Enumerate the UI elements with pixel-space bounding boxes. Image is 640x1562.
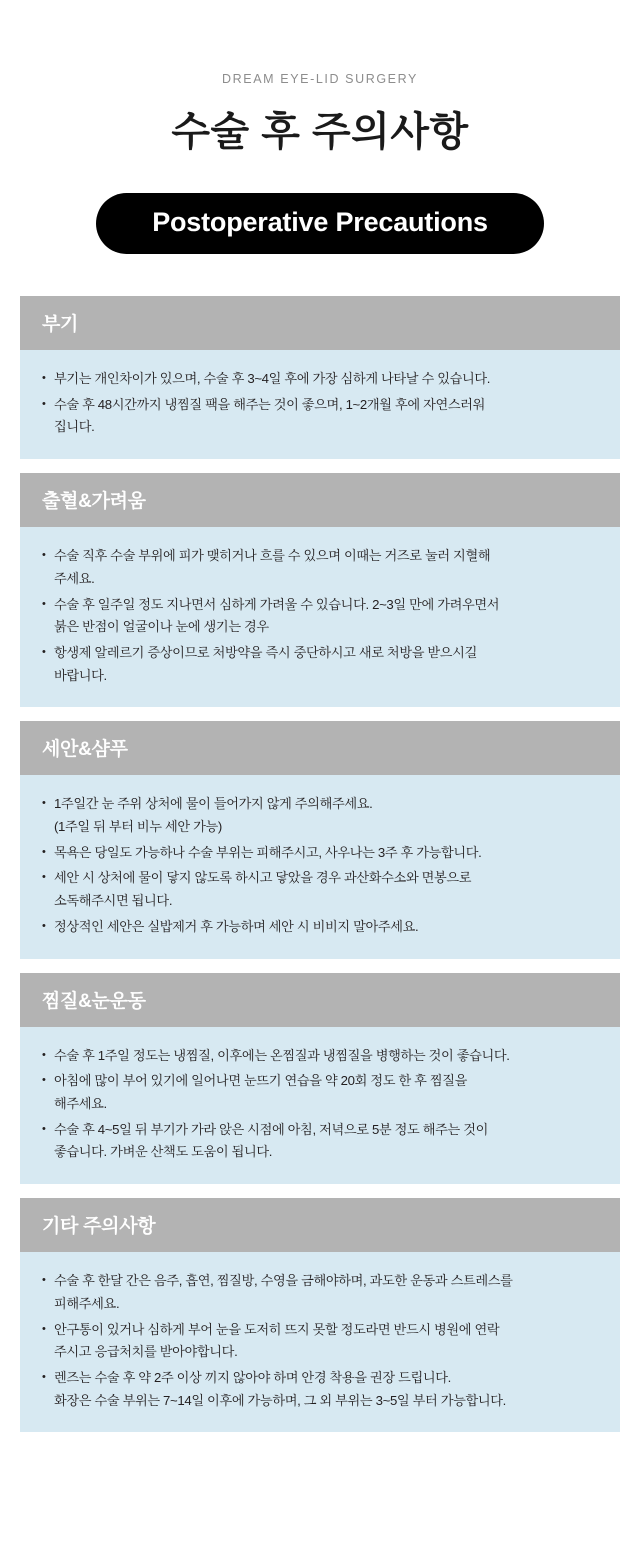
list-item-line: 세안 시 상처에 물이 닿지 않도록 하시고 닿았을 경우 과산화수소와 면봉으로 xyxy=(54,870,472,886)
list-item xyxy=(42,1367,598,1412)
list-item-line: 1주일간 눈 주위 상처에 물이 들어가지 않게 주의해주세요. xyxy=(54,796,373,812)
list-item-line: 주시고 응급처치를 받아야합니다. xyxy=(54,1344,238,1360)
list-item-text xyxy=(54,642,598,687)
bullet-dot-icon: • xyxy=(42,397,46,410)
bullet-dot-icon: • xyxy=(42,797,46,810)
precaution-section xyxy=(20,473,620,707)
list-item-line: 붉은 반점이 얼굴이나 눈에 생기는 경우 xyxy=(54,619,269,635)
bullet-dot-icon: • xyxy=(42,845,46,858)
list-item xyxy=(42,793,598,838)
page-title: 수술 후 주의사항 xyxy=(171,110,469,154)
bullet-dot-icon: • xyxy=(42,1274,46,1287)
section-body xyxy=(20,1027,620,1185)
section-heading: 찜질&눈운동 xyxy=(20,973,620,1027)
section-body xyxy=(20,527,620,707)
list-item-line: 수술 후 1주일 정도는 냉찜질, 이후에는 온찜질과 냉찜질을 병행하는 것이 좋습니다. xyxy=(54,1047,510,1063)
sections-container xyxy=(0,296,640,1432)
list-item-line: 주세요. xyxy=(54,570,95,586)
list-item xyxy=(42,1119,598,1164)
list-item-line: 항생제 알레르기 증상이므로 처방약을 즉시 중단하시고 새로 처방을 받으시길 xyxy=(54,644,477,660)
eyebrow-text: DREAM EYE-LID SURGERY xyxy=(222,72,418,86)
section-heading: 부기 xyxy=(20,296,620,350)
bullet-dot-icon: • xyxy=(42,1048,46,1061)
list-item-text xyxy=(54,1119,598,1164)
list-item-line: 안구통이 있거나 심하게 부어 눈을 도저히 뜨지 못할 정도라면 반드시 병원에 연락 xyxy=(54,1321,500,1337)
list-item xyxy=(42,1045,598,1068)
list-item-line: 수술 후 일주일 정도 지나면서 심하게 가려울 수 있습니다. 2~3일 만에 가려우면서 xyxy=(54,596,500,612)
list-item-line: 수술 후 한달 간은 음주, 흡연, 찜질방, 수영을 금해야하며, 과도한 운동과 스트레스를 xyxy=(54,1273,513,1289)
list-item xyxy=(42,545,598,590)
list-item-text xyxy=(54,793,598,838)
list-item-text xyxy=(54,1070,598,1115)
section-heading: 세안&샴푸 xyxy=(20,721,620,775)
list-item xyxy=(42,867,598,912)
bullet-dot-icon: • xyxy=(42,1074,46,1087)
list-item-text xyxy=(54,842,598,865)
bullet-dot-icon: • xyxy=(42,645,46,658)
list-item-line: 바랍니다. xyxy=(54,667,107,683)
bullet-dot-icon: • xyxy=(42,1322,46,1335)
precaution-section xyxy=(20,973,620,1185)
list-item-line: 렌즈는 수술 후 약 2주 이상 끼지 않아야 하며 안경 착용을 권장 드립니다. xyxy=(54,1369,451,1385)
list-item-line: 좋습니다. 가벼운 산책도 도움이 됩니다. xyxy=(54,1144,273,1160)
list-item-text xyxy=(54,1319,598,1364)
section-heading: 출혈&가려움 xyxy=(20,473,620,527)
section-body xyxy=(20,1252,620,1432)
list-item xyxy=(42,1270,598,1315)
list-item-line: 수술 후 4~5일 뒤 부기가 가라 앉은 시점에 아침, 저녁으로 5분 정도 해주는 것이 xyxy=(54,1121,488,1137)
list-item xyxy=(42,1070,598,1115)
list-item xyxy=(42,842,598,865)
section-body xyxy=(20,775,620,958)
list-item-line: 수술 직후 수술 부위에 피가 맺히거나 흐를 수 있으며 이때는 거즈로 눌러 지혈해 xyxy=(54,548,491,564)
list-item-line: 정상적인 세안은 실밥제거 후 가능하며 세안 시 비비지 말아주세요. xyxy=(54,918,419,934)
bullet-dot-icon: • xyxy=(42,1370,46,1383)
list-item-line: 해주세요. xyxy=(54,1096,107,1111)
bullet-dot-icon: • xyxy=(42,549,46,562)
list-item-line: 피해주세요. xyxy=(54,1295,120,1311)
list-item-text xyxy=(54,1045,598,1068)
list-item-text xyxy=(54,1367,598,1412)
list-item-text xyxy=(54,394,598,439)
list-item-line: 목욕은 당일도 가능하나 수술 부위는 피해주시고, 사우나는 3주 후 가능합니다. xyxy=(54,844,482,860)
bullet-dot-icon: • xyxy=(42,1122,46,1135)
bullet-dot-icon: • xyxy=(42,919,46,932)
list-item xyxy=(42,394,598,439)
bullet-dot-icon: • xyxy=(42,871,46,884)
list-item xyxy=(42,916,598,939)
list-item-line: (1주일 뒤 부터 비누 세안 가능) xyxy=(54,819,222,835)
list-item xyxy=(42,368,598,391)
bullet-dot-icon: • xyxy=(42,372,46,385)
list-item-text xyxy=(54,916,598,939)
list-item xyxy=(42,642,598,687)
list-item-line: 부기는 개인차이가 있으며, 수술 후 3~4일 후에 가장 심하게 나타날 수 있습니다. xyxy=(54,371,491,387)
list-item xyxy=(42,594,598,639)
precaution-section xyxy=(20,721,620,958)
pill-banner-wrap xyxy=(0,193,640,254)
precaution-section xyxy=(20,1198,620,1432)
list-item-line: 수술 후 48시간까지 냉찜질 팩을 해주는 것이 좋으며, 1~2개월 후에 자연스러워 xyxy=(54,396,486,412)
bullet-dot-icon: • xyxy=(42,597,46,610)
list-item-line: 아침에 많이 부어 있기에 일어나면 눈뜨기 연습을 약 20회 정도 한 후 찜질을 xyxy=(54,1073,468,1089)
list-item xyxy=(42,1319,598,1364)
list-item-text xyxy=(54,867,598,912)
list-item-text xyxy=(54,1270,598,1315)
section-heading: 기타 주의사항 xyxy=(20,1198,620,1252)
list-item-line: 화장은 수술 부위는 7~14일 이후에 가능하며, 그 외 부위는 3~5일 부터 가능합니다. xyxy=(54,1392,506,1408)
list-item-text xyxy=(54,594,598,639)
list-item-text xyxy=(54,368,598,391)
list-item-text xyxy=(54,545,598,590)
section-body xyxy=(20,350,620,459)
list-item-line: 집니다. xyxy=(54,419,95,435)
precaution-section xyxy=(20,296,620,459)
pill-banner: Postoperative Precautions xyxy=(96,193,544,254)
list-item-line: 소독해주시면 됩니다. xyxy=(54,893,173,909)
